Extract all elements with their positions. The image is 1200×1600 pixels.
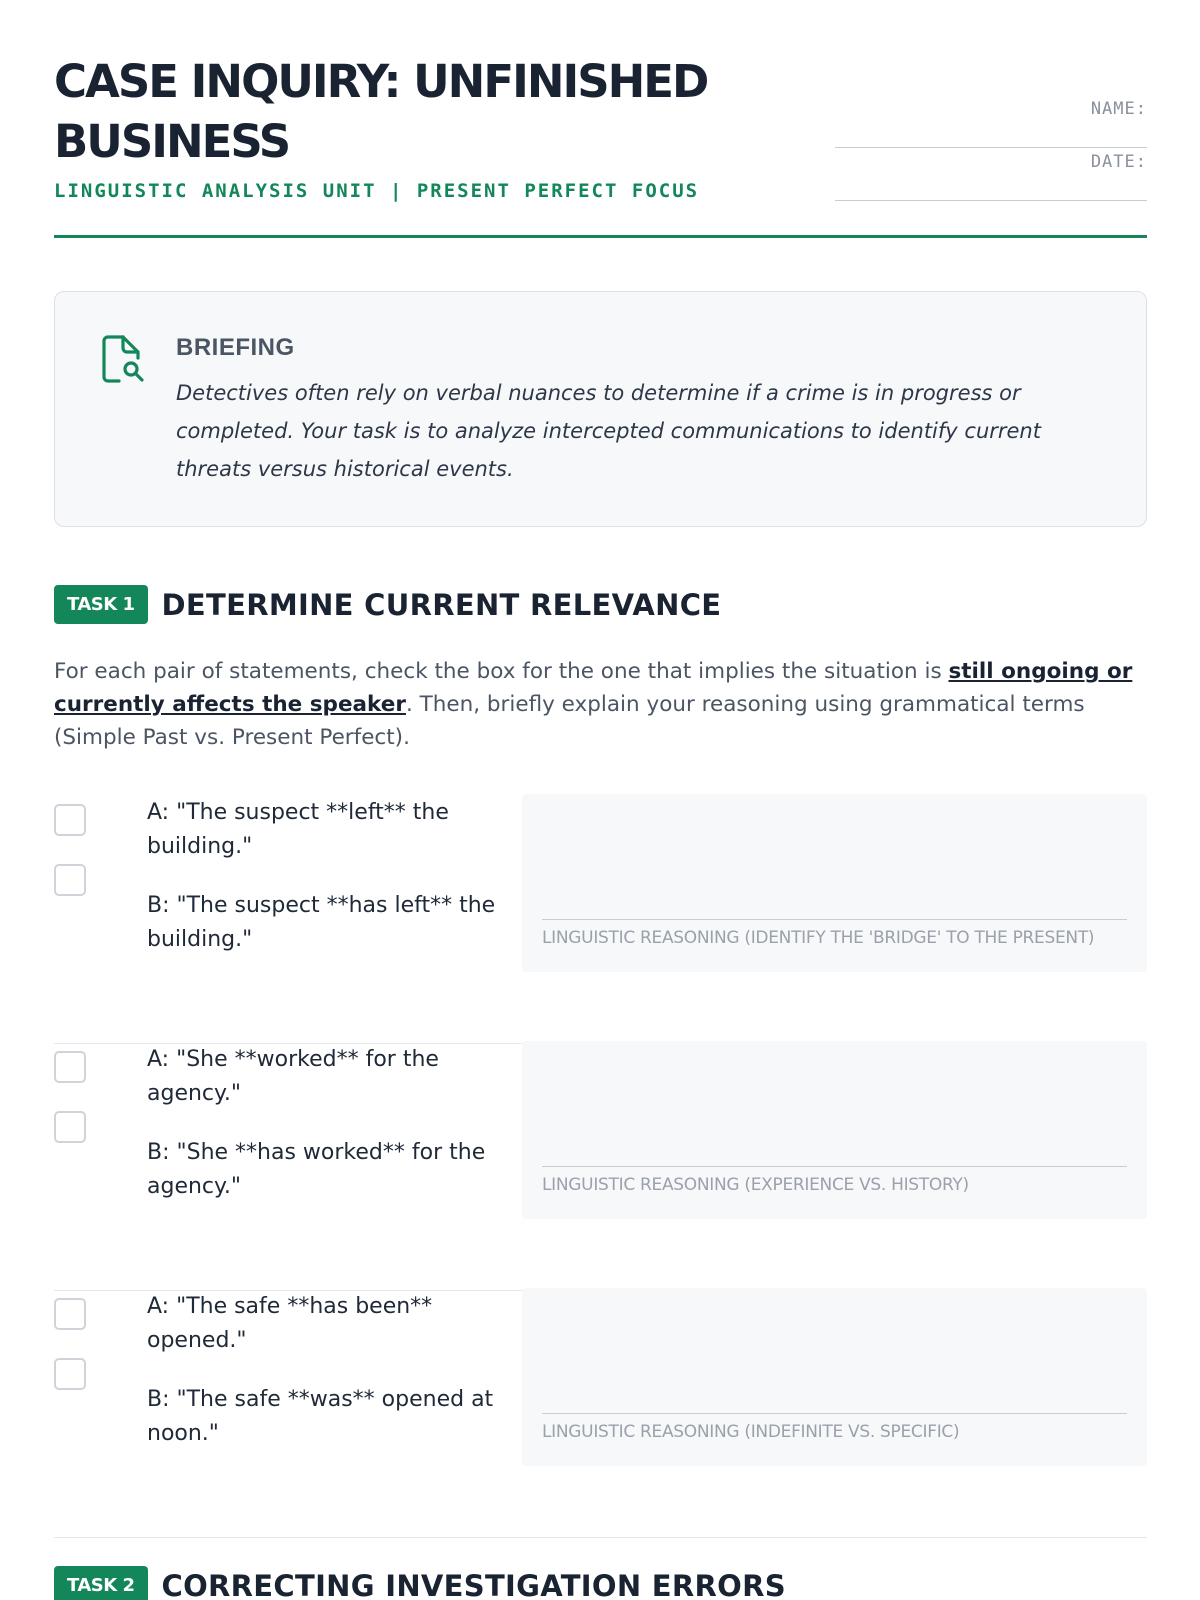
reasoning-field-3[interactable] (522, 1288, 1147, 1466)
checkbox-2b[interactable] (54, 1111, 86, 1143)
task2-badge: TASK 2 (54, 1566, 148, 1600)
task2-heading (54, 1566, 786, 1600)
task1-title: DETERMINE CURRENT RELEVANCE (161, 587, 722, 622)
worksheet-header (54, 0, 1147, 238)
instructions-text: For each pair of statements, check the box for the one that implies the situation is (54, 659, 949, 684)
statement-2a: A: "She **worked** for the agency." (147, 1047, 439, 1106)
statement-2b: B: "She **has worked** for the agency." (147, 1140, 486, 1199)
file-search-icon (101, 334, 145, 384)
task1-badge: TASK 1 (54, 585, 148, 624)
name-field[interactable] (835, 99, 1147, 148)
worksheet-page (54, 0, 1147, 1600)
checkbox-3a[interactable] (54, 1298, 86, 1330)
statement-3b: B: "The safe **was** opened at noon." (147, 1387, 494, 1446)
reasoning-label-2: LINGUISTIC REASONING (EXPERIENCE VS. HISTORY) (542, 1175, 969, 1195)
answer-line (542, 1166, 1127, 1167)
task2-title: CORRECTING INVESTIGATION ERRORS (161, 1568, 786, 1600)
briefing-text: Detectives often rely on verbal nuances to determine if a crime is in progress or completed. Your task is to analyze intercepted communications to identify current threats versus historical events. (176, 381, 1041, 481)
task1-instructions (54, 655, 1147, 754)
instructions-text-end: . Then, briefly explain your reasoning using grammatical terms (Simple Past vs. Present Perfect). (54, 692, 1085, 750)
statement-pair-2 (54, 1043, 1147, 1291)
checkbox-1a[interactable] (54, 804, 86, 836)
reasoning-field-2[interactable] (522, 1041, 1147, 1219)
reasoning-label-1: LINGUISTIC REASONING (IDENTIFY THE 'BRIDGE' TO THE PRESENT) (542, 928, 1095, 948)
statement-1b: B: "The suspect **has left** the building." (147, 893, 496, 952)
statement-pair-1 (54, 796, 1147, 1044)
statement-3a: A: "The safe **has been** opened." (147, 1294, 433, 1353)
briefing-panel (54, 291, 1147, 527)
briefing-heading: BRIEFING (176, 334, 295, 361)
name-label: NAME: (1090, 99, 1147, 119)
reasoning-field-1[interactable] (522, 794, 1147, 972)
answer-line (542, 919, 1127, 920)
checkbox-3b[interactable] (54, 1358, 86, 1390)
date-field[interactable] (835, 152, 1147, 201)
page-subtitle: LINGUISTIC ANALYSIS UNIT | PRESENT PERFECT FOCUS (54, 180, 700, 202)
statement-pair-3 (54, 1290, 1147, 1538)
date-label: DATE: (1090, 152, 1147, 172)
checkbox-1b[interactable] (54, 864, 86, 896)
page-title: CASE INQUIRY: UNFINISHED BUSINESS (54, 55, 708, 168)
reasoning-label-3: LINGUISTIC REASONING (INDEFINITE VS. SPECIFIC) (542, 1422, 960, 1442)
answer-line (542, 1413, 1127, 1414)
statement-1a: A: "The suspect **left** the building." (147, 800, 449, 859)
instructions-emphasis: still ongoing or currently affects the speaker (54, 659, 1133, 717)
task1-heading (54, 585, 721, 624)
checkbox-2a[interactable] (54, 1051, 86, 1083)
